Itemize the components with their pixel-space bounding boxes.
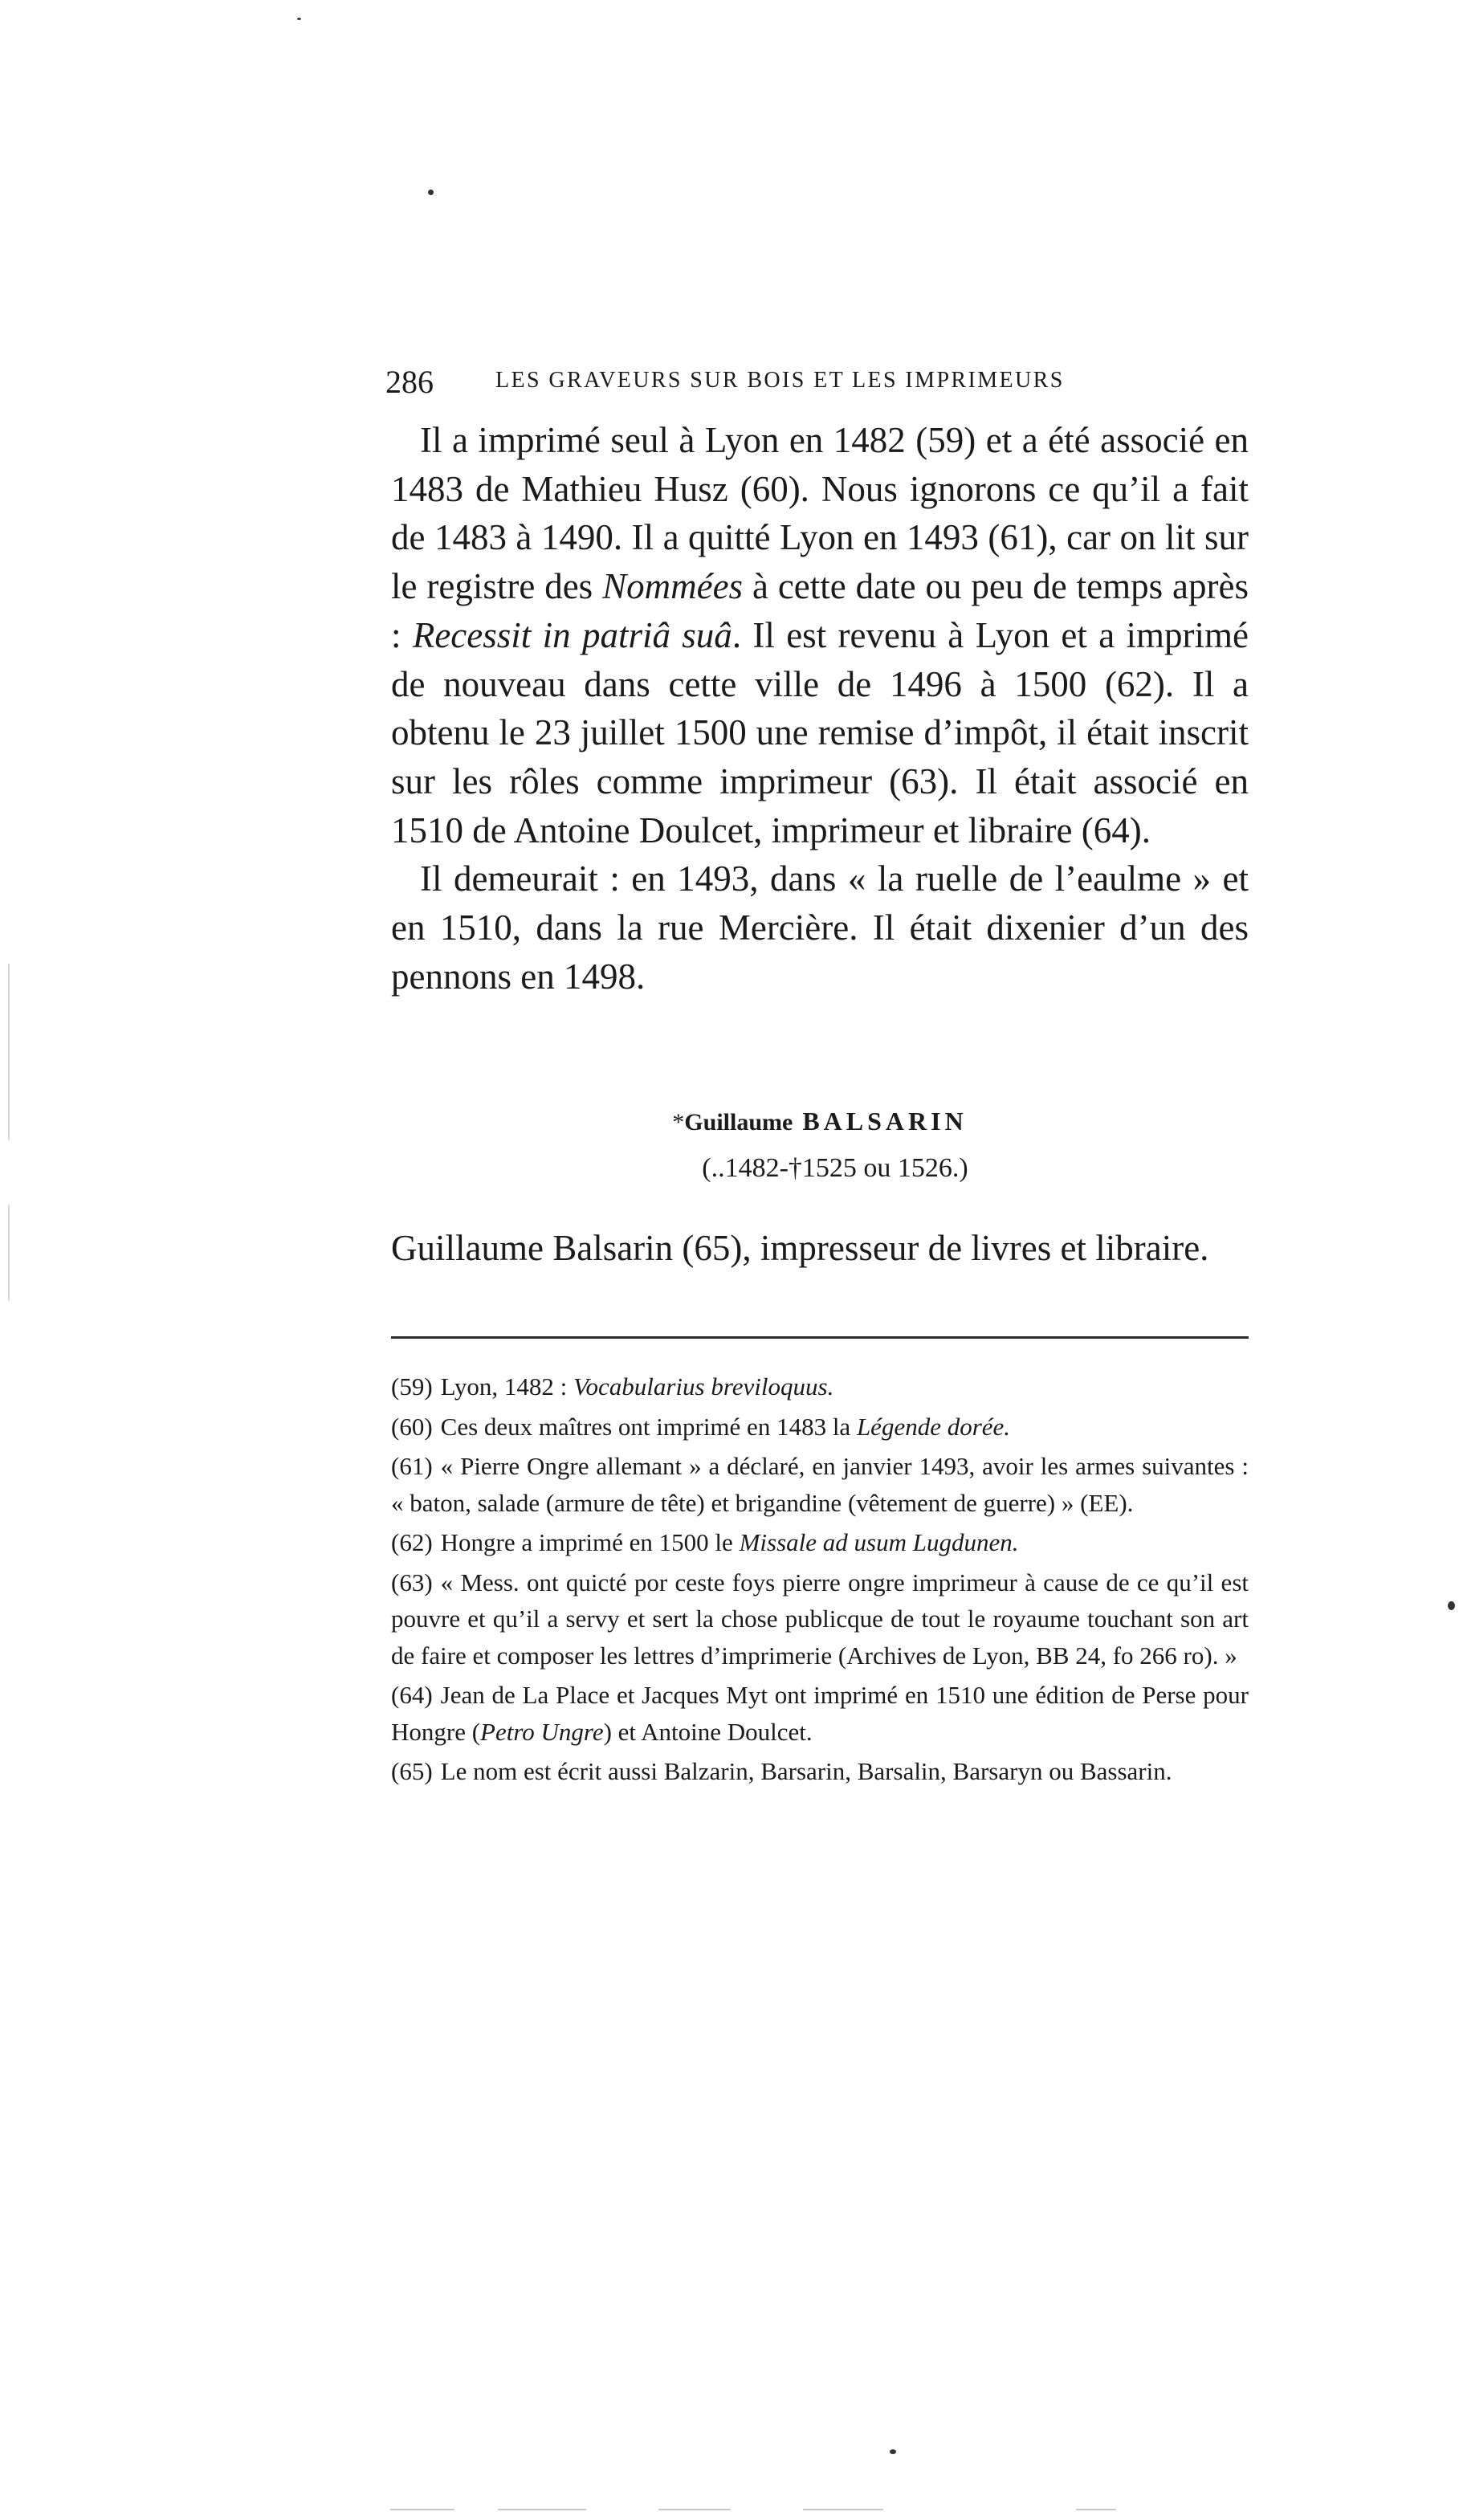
ink-speck [297,18,301,20]
footnote-italic: Petro Ungre [480,1717,604,1746]
intro-paragraph: Guillaume Balsarin (65), impresseur de livres et libraire. [391,1228,1209,1268]
footnote-number: (64) [391,1681,433,1709]
footnote [391,1448,1249,1521]
footnote-italic: Vocabularius breviloquus. [573,1372,834,1401]
footnote-text: Hongre a imprimé en 1500 le [440,1528,740,1556]
scan-bottom-mark [498,2509,586,2510]
footnote-italic: Missale ad usum Lugdunen. [739,1528,1019,1556]
section-intro [391,1224,1249,1272]
ink-speck [428,190,434,195]
footnote-text: Le nom est écrit aussi Balzarin, Barsarin, Barsalin, Barsaryn ou Bassarin. [440,1757,1172,1785]
body-text-run: . Il est revenu à Lyon et a imprimé de nouveau dans cette ville de 1496 à 1500 (62). Il a obtenu le 23 juillet 1500 une remise d’impôt, il était inscrit sur les rôles comme imprimeur (63). Il était associé en 1510 de Antoine Doulcet, imprimeur et libraire (64). [391,614,1249,850]
italic-quote: Recessit in patriâ suâ [412,614,732,655]
footnote [391,1409,1249,1446]
scan-edge-line [8,1205,10,1301]
footnote-number: (59) [391,1372,433,1401]
footnote-italic: Légende dorée. [856,1412,1011,1441]
scan-bottom-mark [1076,2509,1116,2510]
ink-speck [890,2449,896,2454]
italic-term: Nommées [602,566,744,607]
footnote-number: (60) [391,1412,433,1441]
scan-bottom-mark [658,2509,731,2510]
body-text [391,416,1249,1001]
heading-surname: BALSARIN [802,1107,968,1136]
body-paragraph [391,416,1249,854]
scan-edge-line [8,964,10,1140]
footnotes [391,1368,1249,1793]
footnote-text: « Mess. ont quicté por ceste foys pierre ongre imprimeur à cause de ce qu’il est pouvre et qu’il a servy et sert la chose publicque de tout le royaume touchant son art de faire et composer les lettres d’imprimerie (Archives de Lyon, BB 24, fo 266 ro). » [391,1568,1249,1670]
footnote-number: (61) [391,1452,433,1480]
body-text-run: à cette date ou peu de temps après : [391,566,1249,655]
footnote [391,1564,1249,1674]
body-text-run: Il a imprimé seul à Lyon en 1482 (59) et a été associé en 1483 de Mathieu Husz (60). Nous ignorons ce qu’il a fait de 1483 à 1490. Il a quitté Lyon en 1493 (61), car on lit sur le registre des [391,420,1249,607]
footnote [391,1368,1249,1405]
footnote [391,1677,1249,1750]
footnote-text: Lyon, 1482 : [440,1372,573,1401]
heading-firstname: Guillaume [684,1109,793,1136]
footnote-text: Ces deux maîtres ont imprimé en 1483 la [440,1412,857,1441]
section-heading [391,1107,1249,1137]
body-paragraph: Il demeurait : en 1493, dans « la ruelle de l’eaulme » et en 1510, dans la rue Mercière. Il était dixenier d’un des pennons en 1498. [391,858,1249,997]
footnote-number: (65) [391,1757,433,1785]
footnote-text: ) et Antoine Doulcet. [603,1717,813,1746]
ink-speck [1448,1601,1455,1610]
page-number: 286 [385,364,434,400]
footnote [391,1524,1249,1561]
footnote [391,1753,1249,1790]
footnote-number: (62) [391,1528,433,1556]
asterisk-mark: * [672,1109,685,1136]
section-dates: (..1482-†1525 ou 1526.) [702,1153,968,1183]
running-title: LES GRAVEURS SUR BOIS ET LES IMPRIMEURS [495,368,1065,393]
scan-bottom-mark [390,2509,454,2510]
scan-bottom-mark [803,2509,883,2510]
footnote-separator [391,1336,1249,1339]
footnote-text: « Pierre Ongre allemant » a déclaré, en janvier 1493, avoir les armes suivantes : « baton, salade (armure de tête) et brigandine (vêtement de guerre) » (EE). [391,1452,1249,1517]
footnote-number: (63) [391,1568,433,1596]
running-head [385,363,1253,403]
footnote-text: Jean de La Place et Jacques Myt ont imprimé en 1510 une édition de Perse pour Hongre ( [391,1681,1249,1746]
